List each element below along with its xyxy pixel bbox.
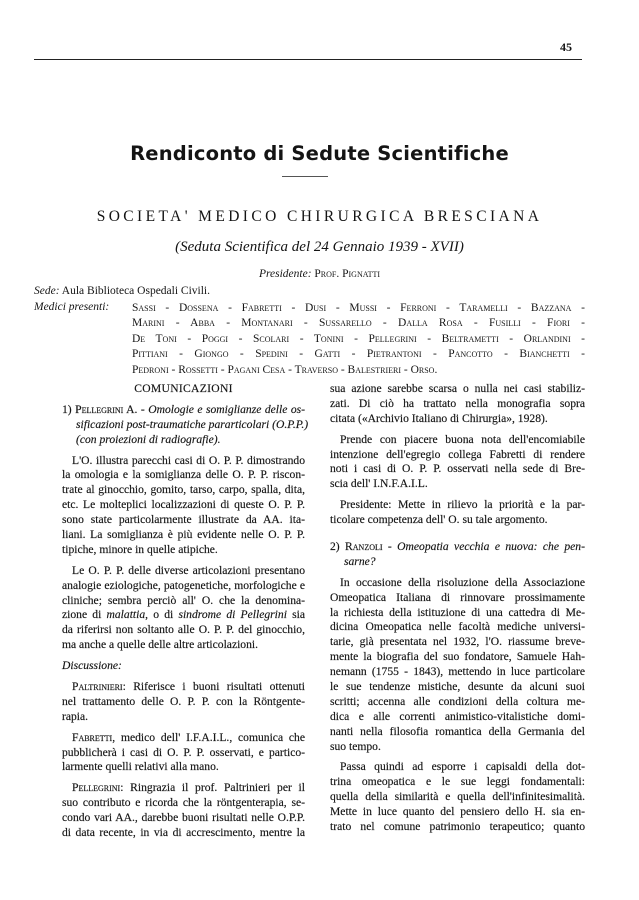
text-line [330, 576, 585, 591]
text-line [62, 796, 305, 811]
text-line [330, 540, 585, 555]
text-line [330, 725, 585, 740]
section-heading: COMUNICAZIONI [134, 382, 233, 395]
text-segment: , o di [145, 608, 179, 622]
text-line [330, 805, 585, 820]
paragraph [62, 731, 305, 776]
text-segment: : Ringrazia il prof. Paltrinieri per il [120, 781, 305, 795]
text-segment: noti i casi di O. P. P. osservati nella sede di Bre- [330, 462, 585, 476]
paragraph [330, 760, 585, 834]
text-line [62, 513, 305, 528]
text-segment: nanti nella filosofia romantica della Germania del [330, 724, 585, 738]
text-line [62, 623, 305, 638]
header-rule [34, 59, 582, 60]
text-line [62, 579, 305, 594]
text-segment: nel trattamento delle O. P. P. con la Röntgente- [62, 694, 305, 708]
text-segment: zione di [62, 608, 107, 622]
text-line [62, 826, 305, 841]
title-divider [282, 176, 328, 177]
text-segment: la omologia e la somiglianza delle O. P. P. riscon- [62, 468, 305, 482]
author-name: Pellegrini [72, 781, 121, 795]
text-line [330, 412, 585, 427]
text-line [330, 710, 585, 725]
text-segment: In occasione della risoluzione della Associazione [340, 575, 585, 589]
text-segment: , medico dell' I.F.A.I.L., comunica che [112, 730, 305, 744]
text-segment: trina omeopatica e le sue leggi fondamentali: [330, 775, 585, 789]
text-line [62, 468, 305, 483]
paragraph [62, 564, 305, 653]
text-line [62, 731, 305, 746]
session-date: (Seduta Scientifica del 24 Gennaio 1939 - XVII) [175, 239, 464, 255]
text-segment: le sue tendenze mistiche, desunte da alcuni suoi [330, 680, 585, 694]
text-segment: Prende con piacere buona nota dell'encomiabile [340, 432, 585, 446]
text-segment: 2) [330, 540, 346, 554]
text-line [62, 483, 305, 498]
text-line [62, 638, 305, 653]
text-segment: Passa quindi ad esporre i capisaldi della dot- [340, 760, 585, 774]
text-segment: Le O. P. P. delle diverse articolazioni presentano [72, 563, 305, 577]
paragraph [330, 576, 585, 755]
attendees-line: De Toni - Poggi - Scolari - Tonini - Pellegrini - Beltrametti - Orlandini - [132, 332, 585, 345]
text-segment: condo vari AA., darebbe buoni risultati nelle O.P.P. [62, 811, 305, 825]
communication-heading [330, 540, 585, 570]
attendees-line: Marini - Abba - Montanari - Sussarello - Dalla Rosa - Fusilli - Fiori - [132, 317, 585, 330]
text-segment: tarie, già presentata nel 1932, l'O. riassume breve- [330, 635, 585, 649]
paragraph [330, 382, 585, 427]
text-segment: nemann (1755 - 1843), mettendo in luce particolare [330, 665, 585, 679]
italic-text: (con proiezioni di radiografie). [76, 432, 221, 446]
author-name: Fabretti [72, 730, 113, 744]
text-segment: quella della similarità e quella dell'infinitesimalità. [330, 790, 585, 804]
page-title: Rendiconto di Sedute Scientifiche [130, 142, 509, 165]
text-line [330, 820, 585, 835]
president-line [0, 268, 639, 280]
attendees-label: Medici presenti: [34, 301, 110, 313]
paragraph [62, 680, 305, 725]
text-line [330, 650, 585, 665]
italic-text: Omeopatia vecchia e nuova: che pen- [397, 540, 585, 554]
text-line [62, 680, 305, 695]
text-line [62, 543, 305, 558]
text-line [330, 665, 585, 680]
text-segment: citata («Archivio Italiano di Chirurgia», 1928). [330, 411, 548, 425]
attendees-line: Pedroni - Rossetti - Pagani Cesa - Traverso - Balestrieri - Orso. [132, 363, 438, 376]
text-line [330, 790, 585, 805]
text-line [62, 781, 305, 796]
text-line [330, 695, 585, 710]
paragraph [330, 433, 585, 493]
text-line [62, 528, 305, 543]
text-line [330, 448, 585, 463]
text-line [62, 564, 305, 579]
text-segment: dicina Omeopatica nelle facoltà mediche universi- [330, 620, 585, 634]
text-segment: tipiche, minore in quelle atipiche. [62, 542, 218, 556]
society-name: SOCIETA' MEDICO CHIRURGICA BRESCIANA [96, 208, 543, 225]
text-line [62, 760, 305, 775]
italic-text: sarne? [344, 554, 376, 568]
text-segment: Presidente: Mette in rilievo la priorità e la par- [340, 498, 585, 512]
text-segment: 1) [62, 402, 76, 416]
venue-line [34, 285, 210, 297]
text-segment: dica e alle correnti animistico-vitalistiche domi- [330, 709, 585, 723]
text-line [330, 775, 585, 790]
president-label: Presidente: [258, 268, 312, 280]
venue-value: Aula Biblioteca Ospedali Civili. [61, 285, 210, 297]
text-line [330, 740, 585, 755]
text-line [330, 680, 585, 695]
attendees-line: Pittiani - Giongo - Spedini - Gatti - Pietrantoni - Pancotto - Bianchetti - [132, 348, 585, 361]
text-line [330, 462, 585, 477]
text-line [330, 513, 585, 528]
text-segment: di data recente, in via di accrescimento, mentre la [62, 826, 305, 840]
text-line [330, 382, 585, 397]
attendees-line: Sassi - Dossena - Fabretti - Dusi - Mussi - Ferroni - Taramelli - Bazzana - [132, 302, 585, 314]
text-segment: cliniche; sembra perciò all' O. che la denomina- [62, 593, 305, 607]
communication-heading [62, 402, 309, 448]
author-name: Pellegrini A. [75, 402, 138, 416]
text-segment: scritti; accenna alle condizioni della coltura me- [330, 694, 585, 708]
text-segment: la richiesta della istituzione di una cattedra di Me- [330, 605, 585, 619]
paragraph [330, 498, 585, 528]
text-segment: da riferirsi non soltanto alle O. P. P. del ginocchio, [62, 623, 305, 637]
author-name: Paltrinieri [72, 680, 123, 694]
text-segment: Mette in luce quanto del pensiero dello H. sia en- [330, 805, 585, 819]
text-line [330, 555, 585, 570]
paragraph [62, 781, 305, 841]
paragraph [62, 454, 305, 558]
text-segment: L'O. illustra parecchi casi di O. P. P. dimostrando [72, 453, 305, 467]
text-segment: analogie eziologiche, patogenetiche, morfologiche e [62, 578, 305, 592]
text-line [330, 635, 585, 650]
text-segment: Omeopatica Italiana di rinnovare prossimamente [330, 590, 585, 604]
text-segment: sua azione sarebbe scarsa o nulla nei casi stabiliz- [330, 382, 585, 395]
italic-text: malattia [106, 608, 146, 622]
text-segment: suo tempo. [330, 739, 381, 753]
text-line [62, 608, 305, 623]
text-line [62, 454, 305, 469]
text-segment: zati. Di ciò ha trattato nella monografia sopra [330, 396, 585, 410]
attendees-list [132, 301, 585, 378]
text-segment: ma anche a quelle delle altre articolazioni. [62, 638, 259, 652]
text-line [330, 620, 585, 635]
text-line [330, 591, 585, 606]
text-line [330, 606, 585, 621]
text-segment: pubblicherà i casi di O. P. P. osservati, e partico- [62, 745, 305, 759]
text-segment: trate al ginocchio, gomito, tarso, carpo, spalla, dita, [62, 483, 305, 497]
text-line [62, 433, 305, 448]
text-segment: liani. La somiglianza è più evidente nelle O. P. P. [62, 528, 305, 542]
president-name: Prof. Pignatti [314, 268, 381, 280]
text-segment: scia dell' I.N.F.A.I.L. [330, 477, 428, 491]
text-segment: : Riferisce i buoni risultati ottenuti [122, 680, 305, 694]
text-segment: intenzione dell'egregio collega Fabretti di rendere [330, 447, 585, 461]
text-segment: - [137, 402, 149, 416]
text-line [62, 710, 305, 725]
discussion-heading: Discussione: [62, 659, 122, 673]
text-segment: - [382, 540, 398, 554]
text-line [62, 811, 305, 826]
text-line [62, 695, 305, 710]
page-number: 45 [560, 40, 572, 54]
italic-text: Omologie e somiglianze delle os- [148, 402, 306, 416]
text-segment: trato nel comune patrimonio terapeutico; quanto [330, 820, 585, 834]
italic-text: sificazioni post-traumatiche pararticolari (O.P.P.) [76, 417, 309, 431]
text-segment: etc. Le molteplici localizzazioni di queste O. P. P. [62, 498, 305, 512]
right-column [330, 382, 585, 841]
text-segment: mente la biografia del suo fondatore, Samuele Hah- [330, 650, 585, 664]
text-line [62, 498, 305, 513]
text-segment: sono state particolarmente illustrate da AA. ita- [62, 513, 305, 527]
text-line [330, 498, 585, 513]
text-line [330, 397, 585, 412]
text-segment: ticolare competenza dell' O. su tale argomento. [330, 513, 548, 527]
text-line [62, 746, 305, 761]
italic-text: sindrome di Pellegrini [178, 608, 287, 622]
left-column [62, 382, 309, 847]
text-segment: suo contributo e ricorda che la röntgenterapia, se- [62, 796, 305, 810]
text-segment: larmente quelli relativi alla mano. [62, 760, 219, 774]
author-name: Ranzoli [345, 540, 383, 554]
venue-label: Sede: [34, 285, 60, 297]
text-segment: rapia. [62, 709, 89, 723]
text-line [62, 594, 305, 609]
text-line [330, 760, 585, 775]
text-line [330, 477, 585, 492]
text-line [330, 433, 585, 448]
text-line [62, 417, 309, 433]
text-line [62, 403, 305, 418]
text-segment: sia [286, 608, 305, 622]
